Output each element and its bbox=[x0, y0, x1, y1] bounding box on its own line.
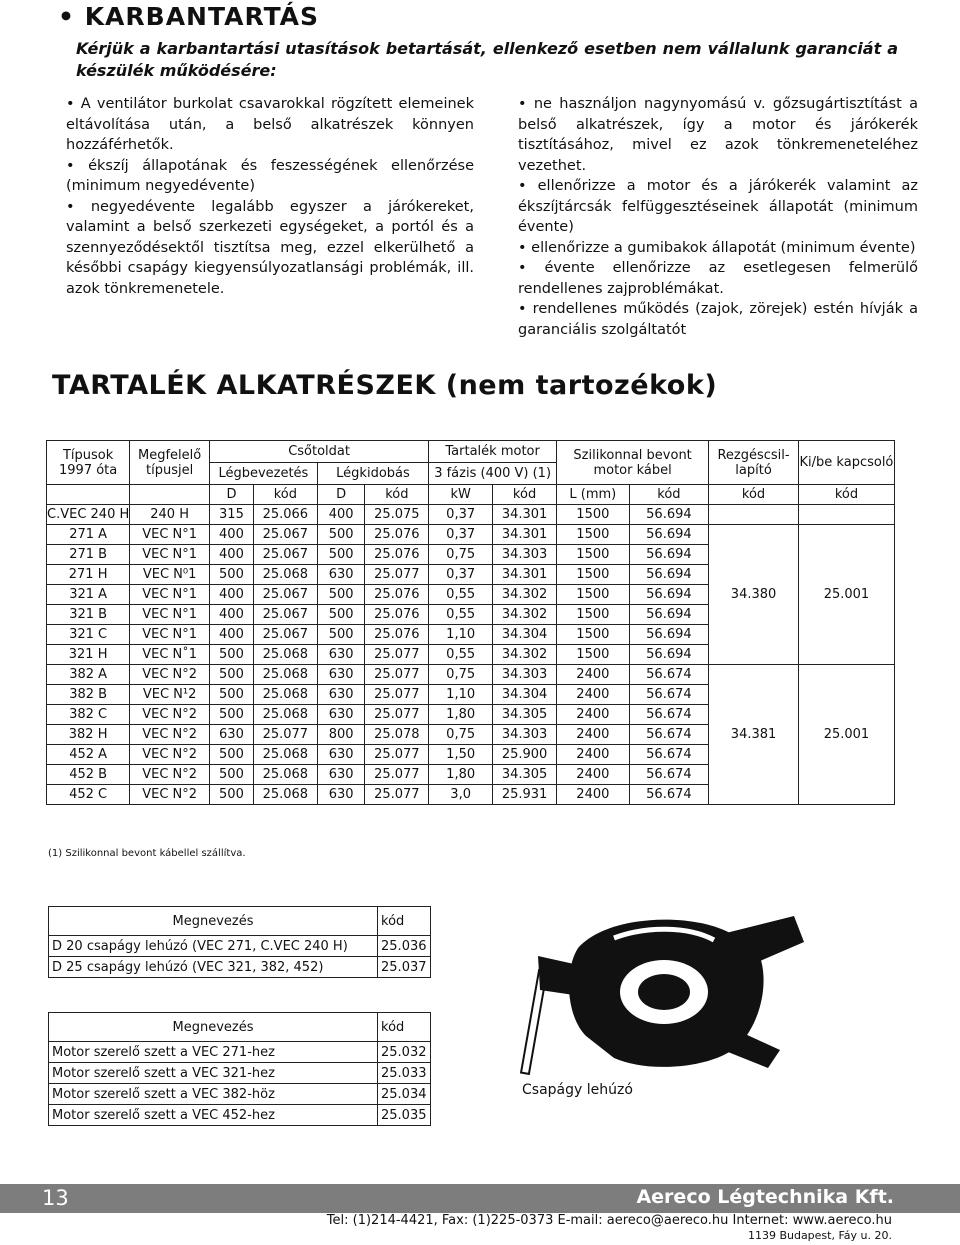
table-cell: 25.068 bbox=[253, 765, 317, 785]
table-cell: 25.077 bbox=[365, 645, 429, 665]
unit-cell: kW bbox=[429, 485, 493, 505]
table-cell: 0,55 bbox=[429, 605, 493, 625]
table-cell: 34.305 bbox=[493, 705, 557, 725]
table-cell: 240 H bbox=[130, 505, 210, 525]
table-cell: 452 A bbox=[47, 745, 130, 765]
table-cell: 500 bbox=[317, 525, 365, 545]
table-cell: 34.302 bbox=[493, 585, 557, 605]
table-cell: 630 bbox=[317, 645, 365, 665]
table-cell: 34.302 bbox=[493, 605, 557, 625]
table-cell: 56.674 bbox=[629, 705, 709, 725]
table-cell: VEC N⁰1 bbox=[130, 565, 210, 585]
unit-cell: kód bbox=[709, 485, 799, 505]
unit-cell bbox=[47, 485, 130, 505]
table-cell: 25.068 bbox=[253, 745, 317, 765]
table-cell: 56.694 bbox=[629, 625, 709, 645]
table-cell: VEC N°1 bbox=[130, 625, 210, 645]
table-cell: 1500 bbox=[557, 565, 630, 585]
table-cell: 3,0 bbox=[429, 785, 493, 805]
table-cell: VEC N°2 bbox=[130, 705, 210, 725]
table-cell: 34.303 bbox=[493, 545, 557, 565]
t3-header-name: Megnevezés bbox=[49, 1013, 378, 1042]
table-cell: 500 bbox=[210, 565, 254, 585]
switch-code: 25.001 bbox=[798, 525, 894, 665]
t3-code: 25.032 bbox=[378, 1042, 431, 1063]
section-heading-text: KARBANTARTÁS bbox=[84, 2, 320, 31]
table-cell: 271 A bbox=[47, 525, 130, 545]
table-cell: 0,75 bbox=[429, 725, 493, 745]
table-cell: 2400 bbox=[557, 785, 630, 805]
t2-name: D 25 csapágy lehúzó (VEC 321, 382, 452) bbox=[49, 957, 378, 978]
table-cell: 25.067 bbox=[253, 585, 317, 605]
footnote: (1) Szilikonnal bevont kábellel szállítva. bbox=[48, 848, 246, 859]
table-cell: VEC N˚1 bbox=[130, 645, 210, 665]
table-cell: VEC N°2 bbox=[130, 785, 210, 805]
table-cell: 25.077 bbox=[365, 785, 429, 805]
table-cell: 56.694 bbox=[629, 565, 709, 585]
table-cell: 400 bbox=[210, 525, 254, 545]
right-item: • rendellenes működés (zajok, zörejek) estén hívják a garanciális szolgáltatót bbox=[518, 299, 918, 340]
table-cell: 321 B bbox=[47, 605, 130, 625]
table-cell: 25.067 bbox=[253, 605, 317, 625]
table-cell: 1,50 bbox=[429, 745, 493, 765]
t3-name: Motor szerelő szett a VEC 271-hez bbox=[49, 1042, 378, 1063]
table-cell: 25.900 bbox=[493, 745, 557, 765]
table-cell: 1,80 bbox=[429, 765, 493, 785]
table-cell: 1500 bbox=[557, 505, 630, 525]
right-item: • ne használjon nagynyomású v. gőzsugártisztítást a belső alkatrészek, így a motor és járókerék tisztításához, mivel ez azok tönkremeneteléhez vezethet. bbox=[518, 94, 918, 176]
table-cell: 500 bbox=[317, 585, 365, 605]
table-cell: 34.301 bbox=[493, 565, 557, 585]
unit-cell: kód bbox=[253, 485, 317, 505]
table-cell: 56.694 bbox=[629, 505, 709, 525]
table-cell: 25.068 bbox=[253, 665, 317, 685]
t3-name: Motor szerelő szett a VEC 321-hez bbox=[49, 1063, 378, 1084]
table-cell: 630 bbox=[317, 765, 365, 785]
bearing-puller-table bbox=[48, 906, 431, 978]
t2-header-code: kód bbox=[378, 907, 431, 936]
table-cell: 271 H bbox=[47, 565, 130, 585]
header-switch: Ki/be kapcsoló bbox=[798, 441, 894, 485]
table-cell: VEC N°1 bbox=[130, 585, 210, 605]
table-cell: 25.067 bbox=[253, 525, 317, 545]
empty-cell bbox=[798, 505, 894, 525]
t3-code: 25.033 bbox=[378, 1063, 431, 1084]
table-row bbox=[49, 936, 431, 957]
spare-parts-table bbox=[46, 440, 895, 805]
table-cell: 400 bbox=[210, 585, 254, 605]
table-cell: 34.305 bbox=[493, 765, 557, 785]
table-cell: 321 C bbox=[47, 625, 130, 645]
table-cell: 0,55 bbox=[429, 645, 493, 665]
address: 1139 Budapest, Fáy u. 20. bbox=[747, 1229, 892, 1242]
table-cell: VEC N°2 bbox=[130, 665, 210, 685]
company-name: Aereco Légtechnika Kft. bbox=[636, 1186, 894, 1208]
t3-header-code: kód bbox=[378, 1013, 431, 1042]
empty-cell bbox=[709, 505, 799, 525]
table-cell: 56.674 bbox=[629, 725, 709, 745]
maintenance-left-column bbox=[66, 94, 474, 299]
table-cell: 452 B bbox=[47, 765, 130, 785]
table-cell: 25.077 bbox=[365, 705, 429, 725]
table-cell: VEC N°2 bbox=[130, 725, 210, 745]
table-cell: 56.694 bbox=[629, 605, 709, 625]
table-cell: 0,75 bbox=[429, 545, 493, 565]
table-cell: 500 bbox=[210, 785, 254, 805]
right-item: • ellenőrizze a motor és a járókerék valamint az ékszíjtárcsák felfüggesztéseinek állapotát (minimum évente) bbox=[518, 176, 918, 238]
unit-cell: kód bbox=[365, 485, 429, 505]
table-cell: 56.694 bbox=[629, 545, 709, 565]
table-cell: 630 bbox=[210, 725, 254, 745]
table-cell: 25.077 bbox=[365, 765, 429, 785]
damper-code: 34.381 bbox=[709, 665, 799, 805]
table-cell: 500 bbox=[210, 765, 254, 785]
table-cell: 630 bbox=[317, 665, 365, 685]
t2-code: 25.037 bbox=[378, 957, 431, 978]
table-cell: 56.674 bbox=[629, 785, 709, 805]
table-row bbox=[47, 525, 895, 545]
table-row bbox=[49, 1063, 431, 1084]
table-cell: 25.067 bbox=[253, 625, 317, 645]
table-row bbox=[49, 1105, 431, 1126]
table-cell: 321 A bbox=[47, 585, 130, 605]
table-cell: VEC N°1 bbox=[130, 605, 210, 625]
unit-cell: kód bbox=[629, 485, 709, 505]
header-damper: Rezgéscsil-lapító bbox=[709, 441, 799, 485]
table-row bbox=[49, 1084, 431, 1105]
table-cell: 25.077 bbox=[365, 665, 429, 685]
table-cell: 25.077 bbox=[253, 725, 317, 745]
table-cell: 1500 bbox=[557, 625, 630, 645]
table-cell: 2400 bbox=[557, 665, 630, 685]
table-cell: 34.301 bbox=[493, 505, 557, 525]
table-cell: 0,37 bbox=[429, 525, 493, 545]
page-number: 13 bbox=[42, 1186, 69, 1210]
table-cell: 56.694 bbox=[629, 645, 709, 665]
unit-cell: D bbox=[317, 485, 365, 505]
table-cell: VEC N°2 bbox=[130, 765, 210, 785]
parts-heading: TARTALÉK ALKATRÉSZEK (nem tartozékok) bbox=[52, 370, 718, 401]
table-cell: 2400 bbox=[557, 705, 630, 725]
table-cell: 56.674 bbox=[629, 665, 709, 685]
table-cell: 25.076 bbox=[365, 525, 429, 545]
table-cell: 630 bbox=[317, 745, 365, 765]
table-cell: 1500 bbox=[557, 585, 630, 605]
table-cell: 500 bbox=[317, 605, 365, 625]
table-cell: 2400 bbox=[557, 725, 630, 745]
table-cell: 500 bbox=[210, 665, 254, 685]
table-cell: 382 A bbox=[47, 665, 130, 685]
table-cell: 25.078 bbox=[365, 725, 429, 745]
table-cell: 25.068 bbox=[253, 565, 317, 585]
maintenance-right-column bbox=[518, 94, 918, 340]
t2-header-name: Megnevezés bbox=[49, 907, 378, 936]
table-cell: 56.674 bbox=[629, 745, 709, 765]
t2-code: 25.036 bbox=[378, 936, 431, 957]
table-cell: 2400 bbox=[557, 765, 630, 785]
table-cell: 34.304 bbox=[493, 685, 557, 705]
table-cell: 1,80 bbox=[429, 705, 493, 725]
table-cell: 34.304 bbox=[493, 625, 557, 645]
table-cell: 25.075 bbox=[365, 505, 429, 525]
table-cell: 25.068 bbox=[253, 785, 317, 805]
table-cell: 25.067 bbox=[253, 545, 317, 565]
t2-name: D 20 csapágy lehúzó (VEC 271, C.VEC 240 H) bbox=[49, 936, 378, 957]
table-cell: 500 bbox=[210, 705, 254, 725]
table-cell: 25.076 bbox=[365, 605, 429, 625]
table-cell: 800 bbox=[317, 725, 365, 745]
table-cell: 34.301 bbox=[493, 525, 557, 545]
unit-cell: kód bbox=[798, 485, 894, 505]
section-heading: • KARBANTARTÁS bbox=[58, 2, 320, 31]
header-motor: Tartalék motor bbox=[429, 441, 557, 463]
table-row bbox=[49, 957, 431, 978]
table-cell: 382 H bbox=[47, 725, 130, 745]
table-cell: 500 bbox=[210, 685, 254, 705]
table-cell: 1500 bbox=[557, 525, 630, 545]
table-cell: 630 bbox=[317, 705, 365, 725]
t3-code: 25.035 bbox=[378, 1105, 431, 1126]
table-cell: VEC N°2 bbox=[130, 745, 210, 765]
header-types: Típusok 1997 óta bbox=[47, 441, 130, 485]
table-cell: 25.931 bbox=[493, 785, 557, 805]
table-cell: 56.694 bbox=[629, 525, 709, 545]
right-item: • évente ellenőrizze az esetlegesen felmerülő rendellenes zajproblémákat. bbox=[518, 258, 918, 299]
switch-code: 25.001 bbox=[798, 665, 894, 805]
table-cell: 0,75 bbox=[429, 665, 493, 685]
left-item: • ékszíj állapotának és feszességének ellenőrzése (minimum negyedévente) bbox=[66, 156, 474, 197]
table-cell: 400 bbox=[317, 505, 365, 525]
unit-cell: D bbox=[210, 485, 254, 505]
right-item: • ellenőrizze a gumibakok állapotát (minimum évente) bbox=[518, 238, 918, 259]
left-item: • A ventilátor burkolat csavarokkal rögzített elemeinek eltávolítása után, a belső alkatrészek könnyen hozzáférhetők. bbox=[66, 94, 474, 156]
table-cell: 56.694 bbox=[629, 585, 709, 605]
table-cell: 500 bbox=[210, 745, 254, 765]
table-row bbox=[49, 1042, 431, 1063]
table-cell: 25.077 bbox=[365, 565, 429, 585]
table-cell: 382 B bbox=[47, 685, 130, 705]
table-cell: 25.077 bbox=[365, 745, 429, 765]
table-cell: 25.076 bbox=[365, 625, 429, 645]
table-cell: 382 C bbox=[47, 705, 130, 725]
table-cell: 1,10 bbox=[429, 685, 493, 705]
table-cell: 400 bbox=[210, 545, 254, 565]
table-row bbox=[47, 665, 895, 685]
table-cell: 1500 bbox=[557, 545, 630, 565]
t3-name: Motor szerelő szett a VEC 452-hez bbox=[49, 1105, 378, 1126]
table-cell: 400 bbox=[210, 625, 254, 645]
table-cell: 25.076 bbox=[365, 545, 429, 565]
t3-code: 25.034 bbox=[378, 1084, 431, 1105]
table-cell: 1500 bbox=[557, 645, 630, 665]
table-cell: 500 bbox=[317, 545, 365, 565]
header-matching: Megfelelő típusjel bbox=[130, 441, 210, 485]
header-inlet: Légbevezetés bbox=[210, 463, 318, 485]
table-cell: C.VEC 240 H bbox=[47, 505, 130, 525]
table-cell: 400 bbox=[210, 605, 254, 625]
intro-text: Kérjük a karbantartási utasítások betartását, ellenkező esetben nem vállalunk garanciát a készülék működésére: bbox=[76, 39, 898, 80]
contact-info: Tel: (1)214-4421, Fax: (1)225-0373 E-mail: aereco@aereco.hu Internet: www.aereco.hu bbox=[326, 1213, 892, 1228]
table-cell: 34.303 bbox=[493, 665, 557, 685]
table-cell: 630 bbox=[317, 565, 365, 585]
table-cell: 25.077 bbox=[365, 685, 429, 705]
header-phase: 3 fázis (400 V) (1) bbox=[429, 463, 557, 485]
table-cell: VEC N°1 bbox=[130, 545, 210, 565]
table-cell: 1,10 bbox=[429, 625, 493, 645]
table-cell: 500 bbox=[317, 625, 365, 645]
table-cell: 2400 bbox=[557, 685, 630, 705]
table-cell: 2400 bbox=[557, 745, 630, 765]
table-row bbox=[47, 505, 895, 525]
table-cell: VEC N°1 bbox=[130, 525, 210, 545]
header-outlet: Légkidobás bbox=[317, 463, 428, 485]
table-cell: VEC N¹2 bbox=[130, 685, 210, 705]
table-cell: 1500 bbox=[557, 605, 630, 625]
table-cell: 25.076 bbox=[365, 585, 429, 605]
table-cell: 630 bbox=[317, 685, 365, 705]
table-cell: 321 H bbox=[47, 645, 130, 665]
table-cell: 25.068 bbox=[253, 645, 317, 665]
unit-cell: L (mm) bbox=[557, 485, 630, 505]
table-cell: 56.674 bbox=[629, 685, 709, 705]
table-cell: 452 C bbox=[47, 785, 130, 805]
motor-kit-table bbox=[48, 1012, 431, 1126]
figure-caption: Csapágy lehúzó bbox=[522, 1082, 633, 1098]
table-cell: 56.674 bbox=[629, 765, 709, 785]
damper-code: 34.380 bbox=[709, 525, 799, 665]
table-cell: 630 bbox=[317, 785, 365, 805]
table-cell: 315 bbox=[210, 505, 254, 525]
table-cell: 0,37 bbox=[429, 505, 493, 525]
table-cell: 25.068 bbox=[253, 705, 317, 725]
header-cable: Szilikonnal bevont motor kábel bbox=[557, 441, 709, 485]
table-cell: 500 bbox=[210, 645, 254, 665]
left-item: • negyedévente legalább egyszer a járókereket, valamint a belső szerkezeti egységeket, a portól és a szennyeződésektől tisztítsa meg, ezzel elkerülhető a későbbi csapágy kiegyensúlyozatlansági problémák, ill. azok tönkremenetele. bbox=[66, 197, 474, 300]
unit-cell: kód bbox=[493, 485, 557, 505]
table-cell: 34.302 bbox=[493, 645, 557, 665]
t3-name: Motor szerelő szett a VEC 382-höz bbox=[49, 1084, 378, 1105]
unit-cell bbox=[130, 485, 210, 505]
bearing-puller-image bbox=[518, 908, 818, 1078]
table-cell: 25.066 bbox=[253, 505, 317, 525]
table-cell: 34.303 bbox=[493, 725, 557, 745]
table-cell: 271 B bbox=[47, 545, 130, 565]
table-cell: 0,37 bbox=[429, 565, 493, 585]
table-cell: 25.068 bbox=[253, 685, 317, 705]
table-cell: 0,55 bbox=[429, 585, 493, 605]
header-duct: Csőtoldat bbox=[210, 441, 429, 463]
